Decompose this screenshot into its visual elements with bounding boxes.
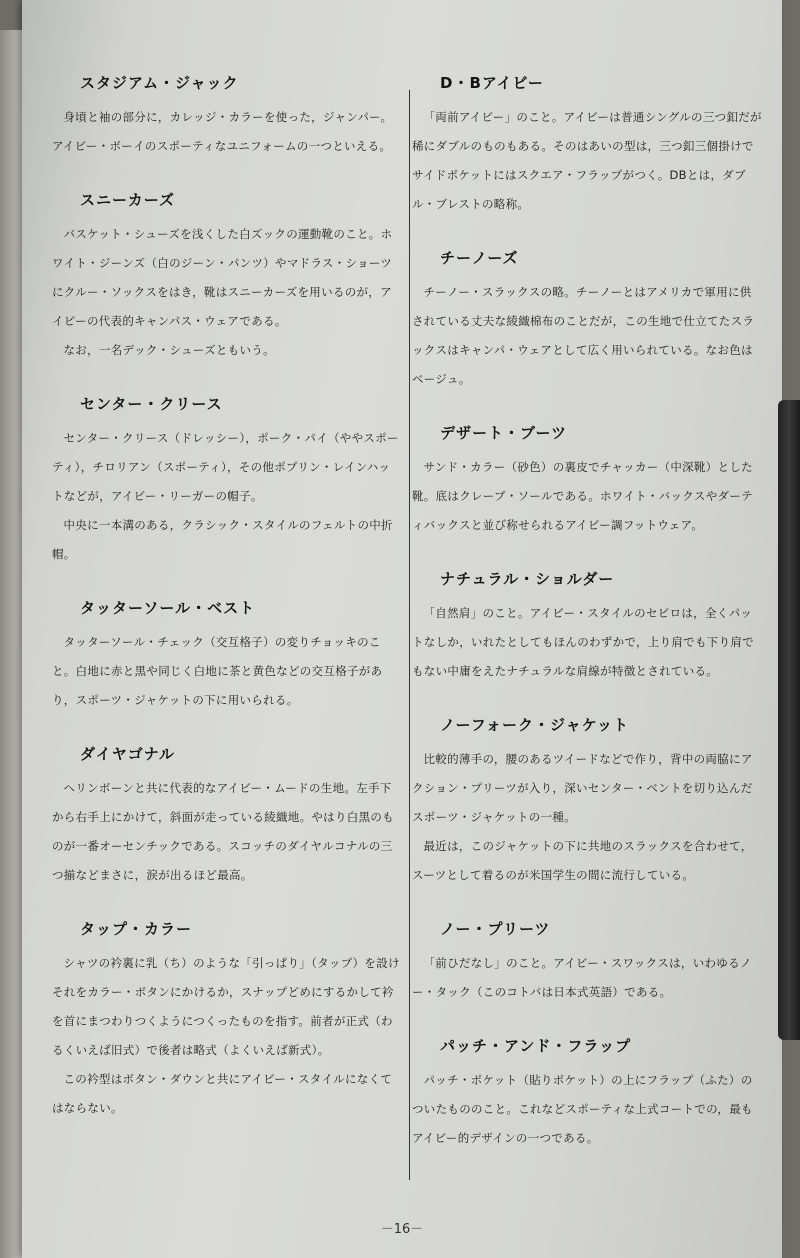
glossary-entry — [412, 422, 762, 540]
entry-title: センター・クリース — [80, 395, 223, 413]
entry-title: D・Bアイビー — [440, 74, 544, 92]
entry-paragraph: ヘリンボーンと共に代表的なアイビー・ムードの生地。左手下から右手上にかけて，斜面が走っている綾織地。やはり白黒のものが一番オーセンチックである。スコッチのダイヤルコナルの三つ揃などまさに，涙が出るほど最高。 — [52, 781, 394, 882]
entry-paragraph: バスケット・シューズを浅くした白ズックの運動靴のこと。ホワイト・ジーンズ（白のジーン・パンツ）やマドラス・ショーツにクルー・ソックスをはき，靴はスニーカーズを用いるのが，アイビーの代表的キャンパス・ウェアである。 — [52, 227, 393, 328]
entry-title: タップ・カラー — [80, 920, 193, 938]
left-column — [52, 72, 402, 1151]
book-page — [22, 0, 782, 1258]
entry-title: ナチュラル・ショルダー — [440, 570, 615, 588]
glossary-entry — [52, 743, 402, 890]
entry-paragraph: パッチ・ポケット（貼りポケット）の上にフラップ（ふた）のついたもののこと。これなどスポーティな上式コートでの，最もアイビー的デザインの一つである。 — [412, 1073, 753, 1145]
entry-paragraph: この衿型はボタン・ダウンと共にアイビー・スタイルになくてはならない。 — [52, 1072, 393, 1115]
glossary-entry — [412, 568, 762, 686]
entry-paragraph: センター・クリース（ドレッシー），ポーク・パイ（ややスポーティ），チロリアン（スポーティ），その他ポプリン・レインハットなどが，アイビー・リーガーの帽子。 — [52, 431, 399, 503]
entry-title: スニーカーズ — [80, 191, 175, 209]
glossary-entry — [52, 597, 402, 715]
entry-paragraph: 身頃と袖の部分に，カレッジ・カラーを使った，ジャンパー。アイビー・ボーイのスポーティなユニフォームの一つといえる。 — [52, 110, 393, 153]
entry-title: スタジアム・ジャック — [80, 74, 239, 92]
entry-title: ダイヤゴナル — [80, 745, 175, 763]
entry-title: ノーフォーク・ジャケット — [440, 716, 630, 734]
glossary-entry — [52, 189, 402, 365]
entry-paragraph: 最近は，このジャケットの下に共地のスラックスを合わせて，スーツとして着るのが米国学生の間に流行している。 — [412, 839, 753, 882]
glossary-entry — [52, 918, 402, 1123]
glossary-entry — [52, 72, 402, 161]
entry-title: ノー・プリーツ — [440, 920, 551, 938]
glossary-entry — [412, 72, 762, 219]
column-divider — [409, 90, 410, 1180]
glossary-entry — [412, 1035, 762, 1153]
entry-paragraph: 「自然肩」のこと。アイビー・スタイルのセビロは，全くパットなしか，いれたとしてもほんのわずかで，上り肩でも下り肩でもない中庸をえたナチュラルな肩線が特徴とされている。 — [412, 606, 754, 678]
entry-paragraph: チーノー・スラックスの略。チーノーとはアメリカで軍用に供されている丈夫な綾織棉布のことだが，この生地で仕立てたスラックスはキャンパ・ウェアとして広く用いられている。なお色はベージュ。 — [412, 285, 755, 386]
entry-paragraph: タッターソール・チェック（交互格子）の変りチョッキのこと。白地に赤と黒や同じく白地に茶と黄色などの交互格子があり，スポーツ・ジャケットの下に用いられる。 — [52, 635, 383, 707]
entry-paragraph: サンド・カラー（砂色）の裏皮でチャッカー（中深靴）とした靴。底はクレープ・ソールである。ホワイト・バックスやダーティバックスと並び称せられるアイビー調フットウェア。 — [412, 460, 753, 532]
entry-paragraph: シャツの衿裏に乳（ち）のような「引っぱり」（タップ）を設けそれをカラー・ボタンにかけるか，スナップどめにするかして衿を首にまつわりつくようにつくったものを指す。前者が正式（わるくいえば旧式）で後者は略式（よくいえば新式）。 — [52, 956, 400, 1057]
entry-paragraph: 比較的薄手の，腰のあるツイードなどで作り，背中の両脇にアクション・プリーツが入り，深いセンター・ベントを切り込んだスポーツ・ジャケットの一種。 — [412, 752, 753, 824]
entry-title: タッターソール・ベスト — [80, 599, 256, 617]
entry-paragraph: 「両前アイビー」のこと。アイビーは普通シングルの三つ釦だが稀にダブルのものもある。そのはあいの型は，三つ釦三個掛けでサイドポケットにはスクエア・フラップがつく。DBとは，ダブル・ブレストの略称。 — [412, 110, 762, 211]
glossary-entry — [412, 247, 762, 394]
entry-paragraph: なお，一名デック・シューズともいう。 — [63, 343, 275, 357]
entry-title: チーノーズ — [440, 249, 519, 267]
page-number: －16－ — [380, 1222, 424, 1237]
right-column — [412, 72, 762, 1181]
entry-title: デザート・ブーツ — [440, 424, 567, 442]
binder-tab — [778, 400, 800, 1040]
glossary-entry — [412, 714, 762, 890]
entry-title: パッチ・アンド・フラップ — [440, 1037, 632, 1055]
entry-paragraph: 中央に一本溝のある，クラシック・スタイルのフェルトの中折帽。 — [52, 518, 393, 561]
glossary-entry — [52, 393, 402, 569]
entry-paragraph: 「前ひだなし」のこと。アイビー・スワックスは，いわゆるノー・タック（このコトバは日本式英語）である。 — [412, 956, 752, 999]
glossary-entry — [412, 918, 762, 1007]
